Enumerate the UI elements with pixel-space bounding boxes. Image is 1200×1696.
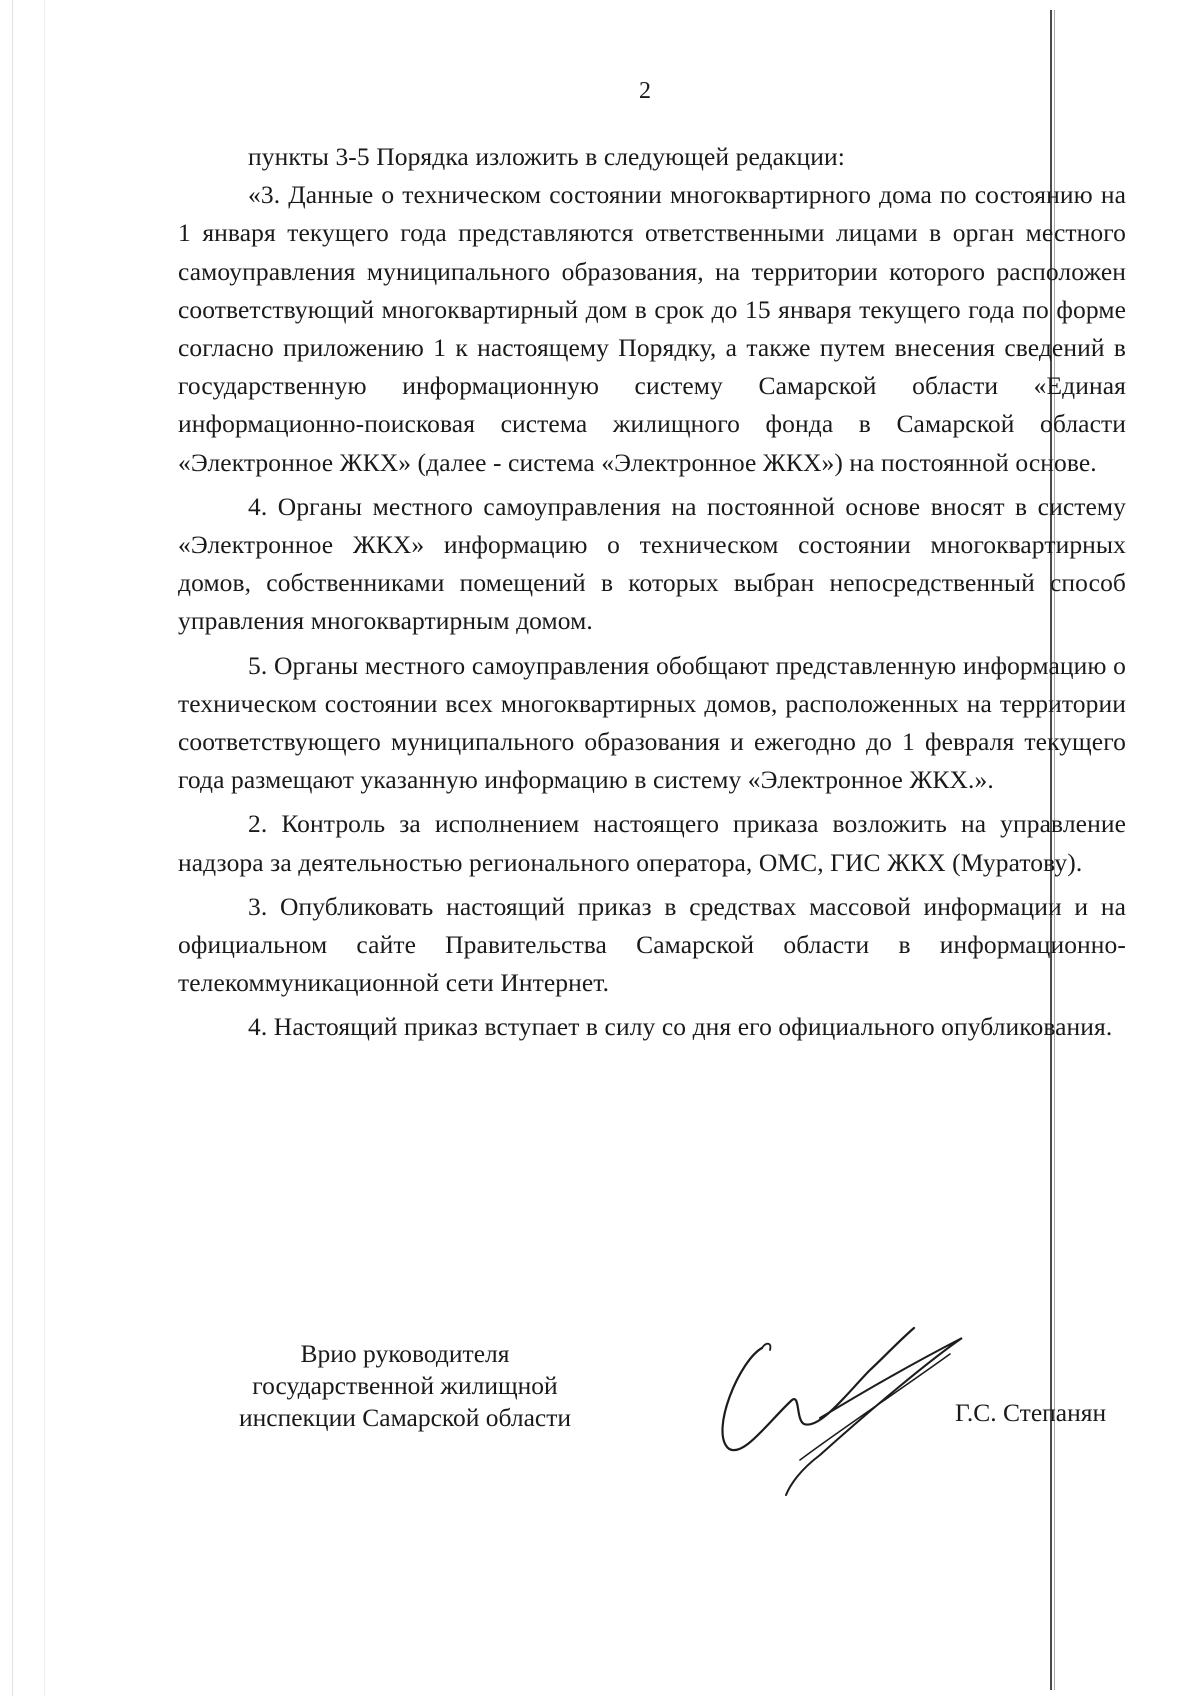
paragraph-publish: 3. Опубликовать настоящий приказ в средствах массовой информации и на официальном сайте Правительства Самарской области в информационно-телекоммуникационной сети Интернет. [178,891,1126,998]
position-line: государственной жилищной [252,1371,558,1400]
scan-artifact-left-faint [44,0,45,1696]
paragraph-control: 2. Контроль за исполнением настоящего приказа возложить на управление надзора за деятельностью регионального оператора, ОМС, ГИС ЖКХ (Муратову). [178,809,1126,877]
signer-name: Г.С. Степанян [955,1398,1107,1427]
signatory-position [200,1338,610,1434]
scan-artifact-left [12,0,13,1696]
position-line: Врио руководителя [300,1339,510,1368]
paragraph-item-4: 4. Органы местного самоуправления на постоянной основе вносят в систему «Электронное ЖКХ» информацию о техническом состоянии многоквартирных домов, собственниками помещений в которых выбран непосредственный способ управления многоквартирным домом. [178,491,1126,636]
page-number: 2 [639,78,651,104]
paragraph-item-3: «3. Данные о техническом состоянии многоквартирного дома по состоянию на 1 января текущего года представляются ответственными лицами в орган местного самоуправления муниципального образования, на территории которого расположен соответствующий многоквартирный дом в срок до 15 января текущего года по форме согласно приложению 1 к настоящему Порядку, а также путем внесения сведений в государственную информационную систему Самарской области «Единая информационно-поисковая система жилищного фонда в Самарской области «Электронное ЖКХ» (далее - система «Электронное ЖКХ») на постоянной основе. [178,180,1126,477]
position-line: инспекции Самарской области [238,1403,572,1432]
paragraph-item-5: 5. Органы местного самоуправления обобщают представленную информацию о техническом состоянии всех многоквартирных домов, расположенных на территории соответствующего муниципального образования и ежегодно до 1 февраля текущего года размещают указанную информацию в систему «Электронное ЖКХ.». [178,650,1126,795]
paragraph-intro: пункты 3-5 Порядка изложить в следующей редакции: [248,142,845,171]
paragraph-effective: 4. Настоящий приказ вступает в силу со дня его официального опубликования. [248,1012,1113,1042]
handwritten-signature [700,1320,970,1500]
document-body [178,138,1126,1047]
